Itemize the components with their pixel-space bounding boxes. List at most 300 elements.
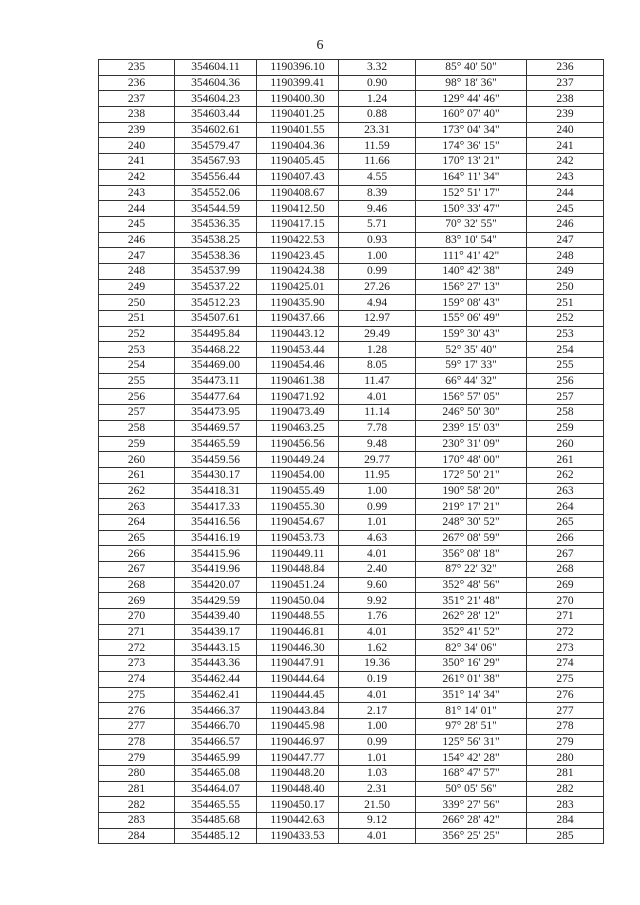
bearing-cell: 81° 14' 01"	[416, 703, 527, 719]
y-coordinate-cell: 1190437.66	[257, 311, 339, 327]
distance-cell: 2.17	[339, 703, 416, 719]
distance-cell: 29.49	[339, 326, 416, 342]
next-point-cell: 265	[527, 514, 604, 530]
x-coordinate-cell: 354567.93	[175, 154, 257, 170]
x-coordinate-cell: 354417.33	[175, 499, 257, 515]
table-row	[99, 138, 604, 154]
next-point-cell: 242	[527, 154, 604, 170]
bearing-cell: 83° 10' 54"	[416, 232, 527, 248]
next-point-cell: 282	[527, 781, 604, 797]
bearing-cell: 160° 07' 40"	[416, 107, 527, 123]
next-point-cell: 254	[527, 342, 604, 358]
bearing-cell: 170° 13' 21"	[416, 154, 527, 170]
y-coordinate-cell: 1190447.77	[257, 750, 339, 766]
point-number-cell: 246	[99, 232, 175, 248]
table-row	[99, 311, 604, 327]
x-coordinate-cell: 354604.36	[175, 75, 257, 91]
next-point-cell: 237	[527, 75, 604, 91]
table-row	[99, 656, 604, 672]
bearing-cell: 351° 14' 34"	[416, 687, 527, 703]
y-coordinate-cell: 1190454.46	[257, 358, 339, 374]
x-coordinate-cell: 354416.19	[175, 530, 257, 546]
y-coordinate-cell: 1190417.15	[257, 216, 339, 232]
next-point-cell: 272	[527, 624, 604, 640]
next-point-cell: 259	[527, 420, 604, 436]
point-number-cell: 278	[99, 734, 175, 750]
bearing-cell: 125° 56' 31"	[416, 734, 527, 750]
bearing-cell: 159° 08' 43"	[416, 295, 527, 311]
y-coordinate-cell: 1190453.73	[257, 530, 339, 546]
table-row	[99, 593, 604, 609]
table-row	[99, 514, 604, 530]
next-point-cell: 241	[527, 138, 604, 154]
bearing-cell: 59° 17' 33"	[416, 358, 527, 374]
point-number-cell: 263	[99, 499, 175, 515]
table-row	[99, 201, 604, 217]
point-number-cell: 251	[99, 311, 175, 327]
bearing-cell: 150° 33' 47"	[416, 201, 527, 217]
point-number-cell: 245	[99, 216, 175, 232]
point-number-cell: 271	[99, 624, 175, 640]
next-point-cell: 285	[527, 828, 604, 844]
y-coordinate-cell: 1190448.20	[257, 765, 339, 781]
x-coordinate-cell: 354465.59	[175, 436, 257, 452]
next-point-cell: 262	[527, 467, 604, 483]
x-coordinate-cell: 354485.68	[175, 813, 257, 829]
table-row	[99, 326, 604, 342]
table-row	[99, 216, 604, 232]
next-point-cell: 278	[527, 718, 604, 734]
x-coordinate-cell: 354429.59	[175, 593, 257, 609]
distance-cell: 11.66	[339, 154, 416, 170]
distance-cell: 4.63	[339, 530, 416, 546]
table-row	[99, 91, 604, 107]
next-point-cell: 245	[527, 201, 604, 217]
point-number-cell: 255	[99, 373, 175, 389]
x-coordinate-cell: 354443.15	[175, 640, 257, 656]
bearing-cell: 350° 16' 29"	[416, 656, 527, 672]
page-number: 6	[316, 38, 324, 53]
point-number-cell: 279	[99, 750, 175, 766]
bearing-cell: 111° 41' 42"	[416, 248, 527, 264]
table-row	[99, 750, 604, 766]
table-row	[99, 609, 604, 625]
distance-cell: 0.99	[339, 499, 416, 515]
bearing-cell: 172° 50' 21"	[416, 467, 527, 483]
y-coordinate-cell: 1190401.55	[257, 122, 339, 138]
point-number-cell: 268	[99, 577, 175, 593]
x-coordinate-cell: 354465.08	[175, 765, 257, 781]
bearing-cell: 156° 57' 05"	[416, 389, 527, 405]
point-number-cell: 280	[99, 765, 175, 781]
y-coordinate-cell: 1190455.49	[257, 483, 339, 499]
table-row	[99, 624, 604, 640]
table-row	[99, 452, 604, 468]
y-coordinate-cell: 1190448.40	[257, 781, 339, 797]
distance-cell: 8.39	[339, 185, 416, 201]
x-coordinate-cell: 354464.07	[175, 781, 257, 797]
point-number-cell: 283	[99, 813, 175, 829]
distance-cell: 4.94	[339, 295, 416, 311]
point-number-cell: 241	[99, 154, 175, 170]
x-coordinate-cell: 354507.61	[175, 311, 257, 327]
table-row	[99, 718, 604, 734]
bearing-cell: 352° 41' 52"	[416, 624, 527, 640]
x-coordinate-cell: 354537.22	[175, 279, 257, 295]
table-row	[99, 420, 604, 436]
y-coordinate-cell: 1190455.30	[257, 499, 339, 515]
next-point-cell: 261	[527, 452, 604, 468]
x-coordinate-cell: 354473.95	[175, 405, 257, 421]
bearing-cell: 356° 25' 25"	[416, 828, 527, 844]
x-coordinate-cell: 354462.44	[175, 671, 257, 687]
x-coordinate-cell: 354473.11	[175, 373, 257, 389]
y-coordinate-cell: 1190450.04	[257, 593, 339, 609]
next-point-cell: 274	[527, 656, 604, 672]
table-row	[99, 530, 604, 546]
table-row	[99, 577, 604, 593]
point-number-cell: 273	[99, 656, 175, 672]
distance-cell: 21.50	[339, 797, 416, 813]
table-row	[99, 436, 604, 452]
next-point-cell: 276	[527, 687, 604, 703]
distance-cell: 1.00	[339, 483, 416, 499]
bearing-cell: 85° 40' 50"	[416, 60, 527, 76]
x-coordinate-cell: 354552.06	[175, 185, 257, 201]
distance-cell: 1.62	[339, 640, 416, 656]
distance-cell: 1.76	[339, 609, 416, 625]
table-body	[99, 60, 604, 844]
table-row	[99, 169, 604, 185]
distance-cell: 9.12	[339, 813, 416, 829]
y-coordinate-cell: 1190444.64	[257, 671, 339, 687]
distance-cell: 2.31	[339, 781, 416, 797]
bearing-cell: 168° 47' 57"	[416, 765, 527, 781]
distance-cell: 9.46	[339, 201, 416, 217]
next-point-cell: 247	[527, 232, 604, 248]
y-coordinate-cell: 1190447.91	[257, 656, 339, 672]
distance-cell: 23.31	[339, 122, 416, 138]
y-coordinate-cell: 1190454.00	[257, 467, 339, 483]
bearing-cell: 152° 51' 17"	[416, 185, 527, 201]
distance-cell: 11.47	[339, 373, 416, 389]
next-point-cell: 250	[527, 279, 604, 295]
bearing-cell: 159° 30' 43"	[416, 326, 527, 342]
next-point-cell: 258	[527, 405, 604, 421]
point-number-cell: 276	[99, 703, 175, 719]
point-number-cell: 244	[99, 201, 175, 217]
distance-cell: 11.59	[339, 138, 416, 154]
distance-cell: 19.36	[339, 656, 416, 672]
bearing-cell: 50° 05' 56"	[416, 781, 527, 797]
point-number-cell: 284	[99, 828, 175, 844]
bearing-cell: 140° 42' 38"	[416, 263, 527, 279]
distance-cell: 9.92	[339, 593, 416, 609]
point-number-cell: 243	[99, 185, 175, 201]
table-row	[99, 781, 604, 797]
y-coordinate-cell: 1190473.49	[257, 405, 339, 421]
next-point-cell: 270	[527, 593, 604, 609]
point-number-cell: 254	[99, 358, 175, 374]
point-number-cell: 242	[99, 169, 175, 185]
y-coordinate-cell: 1190449.24	[257, 452, 339, 468]
y-coordinate-cell: 1190448.55	[257, 609, 339, 625]
y-coordinate-cell: 1190408.67	[257, 185, 339, 201]
point-number-cell: 264	[99, 514, 175, 530]
point-number-cell: 249	[99, 279, 175, 295]
y-coordinate-cell: 1190449.11	[257, 546, 339, 562]
x-coordinate-cell: 354469.57	[175, 420, 257, 436]
x-coordinate-cell: 354416.56	[175, 514, 257, 530]
x-coordinate-cell: 354462.41	[175, 687, 257, 703]
x-coordinate-cell: 354439.17	[175, 624, 257, 640]
y-coordinate-cell: 1190451.24	[257, 577, 339, 593]
distance-cell: 1.03	[339, 765, 416, 781]
next-point-cell: 249	[527, 263, 604, 279]
table-row	[99, 185, 604, 201]
next-point-cell: 239	[527, 107, 604, 123]
bearing-cell: 190° 58' 20"	[416, 483, 527, 499]
next-point-cell: 277	[527, 703, 604, 719]
bearing-cell: 170° 48' 00"	[416, 452, 527, 468]
point-number-cell: 281	[99, 781, 175, 797]
bearing-cell: 97° 28' 51"	[416, 718, 527, 734]
y-coordinate-cell: 1190450.17	[257, 797, 339, 813]
distance-cell: 1.01	[339, 750, 416, 766]
point-number-cell: 237	[99, 91, 175, 107]
distance-cell: 3.32	[339, 60, 416, 76]
point-number-cell: 239	[99, 122, 175, 138]
next-point-cell: 253	[527, 326, 604, 342]
y-coordinate-cell: 1190446.81	[257, 624, 339, 640]
table-row	[99, 562, 604, 578]
point-number-cell: 257	[99, 405, 175, 421]
distance-cell: 4.01	[339, 389, 416, 405]
next-point-cell: 280	[527, 750, 604, 766]
y-coordinate-cell: 1190433.53	[257, 828, 339, 844]
bearing-cell: 356° 08' 18"	[416, 546, 527, 562]
next-point-cell: 279	[527, 734, 604, 750]
distance-cell: 4.55	[339, 169, 416, 185]
x-coordinate-cell: 354430.17	[175, 467, 257, 483]
distance-cell: 7.78	[339, 420, 416, 436]
point-number-cell: 236	[99, 75, 175, 91]
point-number-cell: 272	[99, 640, 175, 656]
distance-cell: 4.01	[339, 828, 416, 844]
x-coordinate-cell: 354420.07	[175, 577, 257, 593]
next-point-cell: 267	[527, 546, 604, 562]
table-row	[99, 687, 604, 703]
y-coordinate-cell: 1190445.98	[257, 718, 339, 734]
bearing-cell: 156° 27' 13"	[416, 279, 527, 295]
table-row	[99, 248, 604, 264]
x-coordinate-cell: 354477.64	[175, 389, 257, 405]
x-coordinate-cell: 354468.22	[175, 342, 257, 358]
distance-cell: 5.71	[339, 216, 416, 232]
distance-cell: 4.01	[339, 624, 416, 640]
point-number-cell: 266	[99, 546, 175, 562]
y-coordinate-cell: 1190396.10	[257, 60, 339, 76]
next-point-cell: 269	[527, 577, 604, 593]
next-point-cell: 263	[527, 483, 604, 499]
y-coordinate-cell: 1190400.30	[257, 91, 339, 107]
bearing-cell: 173° 04' 34"	[416, 122, 527, 138]
next-point-cell: 244	[527, 185, 604, 201]
bearing-cell: 87° 22' 32"	[416, 562, 527, 578]
x-coordinate-cell: 354459.56	[175, 452, 257, 468]
next-point-cell: 268	[527, 562, 604, 578]
y-coordinate-cell: 1190442.63	[257, 813, 339, 829]
table-row	[99, 295, 604, 311]
next-point-cell: 284	[527, 813, 604, 829]
x-coordinate-cell: 354556.44	[175, 169, 257, 185]
distance-cell: 0.99	[339, 734, 416, 750]
bearing-cell: 82° 34' 06"	[416, 640, 527, 656]
table-row	[99, 797, 604, 813]
x-coordinate-cell: 354536.35	[175, 216, 257, 232]
y-coordinate-cell: 1190404.36	[257, 138, 339, 154]
point-number-cell: 282	[99, 797, 175, 813]
next-point-cell: 256	[527, 373, 604, 389]
next-point-cell: 266	[527, 530, 604, 546]
y-coordinate-cell: 1190446.30	[257, 640, 339, 656]
x-coordinate-cell: 354485.12	[175, 828, 257, 844]
bearing-cell: 154° 42' 28"	[416, 750, 527, 766]
y-coordinate-cell: 1190407.43	[257, 169, 339, 185]
x-coordinate-cell: 354415.96	[175, 546, 257, 562]
bearing-cell: 261° 01' 38"	[416, 671, 527, 687]
distance-cell: 2.40	[339, 562, 416, 578]
y-coordinate-cell: 1190444.45	[257, 687, 339, 703]
bearing-cell: 246° 50' 30"	[416, 405, 527, 421]
distance-cell: 11.14	[339, 405, 416, 421]
x-coordinate-cell: 354439.40	[175, 609, 257, 625]
x-coordinate-cell: 354466.70	[175, 718, 257, 734]
table-row	[99, 546, 604, 562]
table-row	[99, 107, 604, 123]
distance-cell: 1.24	[339, 91, 416, 107]
point-number-cell: 265	[99, 530, 175, 546]
x-coordinate-cell: 354469.00	[175, 358, 257, 374]
distance-cell: 9.60	[339, 577, 416, 593]
x-coordinate-cell: 354604.11	[175, 60, 257, 76]
y-coordinate-cell: 1190461.38	[257, 373, 339, 389]
point-number-cell: 269	[99, 593, 175, 609]
distance-cell: 4.01	[339, 546, 416, 562]
point-number-cell: 240	[99, 138, 175, 154]
bearing-cell: 219° 17' 21"	[416, 499, 527, 515]
next-point-cell: 236	[527, 60, 604, 76]
point-number-cell: 235	[99, 60, 175, 76]
point-number-cell: 261	[99, 467, 175, 483]
distance-cell: 11.95	[339, 467, 416, 483]
next-point-cell: 275	[527, 671, 604, 687]
x-coordinate-cell: 354579.47	[175, 138, 257, 154]
next-point-cell: 257	[527, 389, 604, 405]
coordinates-table	[98, 59, 604, 844]
y-coordinate-cell: 1190435.90	[257, 295, 339, 311]
table-row	[99, 60, 604, 76]
next-point-cell: 255	[527, 358, 604, 374]
x-coordinate-cell: 354465.99	[175, 750, 257, 766]
bearing-cell: 98° 18' 36"	[416, 75, 527, 91]
table-row	[99, 342, 604, 358]
bearing-cell: 262° 28' 12"	[416, 609, 527, 625]
point-number-cell: 250	[99, 295, 175, 311]
y-coordinate-cell: 1190399.41	[257, 75, 339, 91]
y-coordinate-cell: 1190405.45	[257, 154, 339, 170]
bearing-cell: 266° 28' 42"	[416, 813, 527, 829]
next-point-cell: 252	[527, 311, 604, 327]
x-coordinate-cell: 354538.36	[175, 248, 257, 264]
table-row	[99, 813, 604, 829]
table-row	[99, 640, 604, 656]
bearing-cell: 129° 44' 46"	[416, 91, 527, 107]
point-number-cell: 270	[99, 609, 175, 625]
y-coordinate-cell: 1190463.25	[257, 420, 339, 436]
next-point-cell: 248	[527, 248, 604, 264]
next-point-cell: 260	[527, 436, 604, 452]
bearing-cell: 174° 36' 15"	[416, 138, 527, 154]
bearing-cell: 351° 21' 48"	[416, 593, 527, 609]
x-coordinate-cell: 354537.99	[175, 263, 257, 279]
table-row	[99, 483, 604, 499]
table-row	[99, 734, 604, 750]
x-coordinate-cell: 354544.59	[175, 201, 257, 217]
bearing-cell: 52° 35' 40"	[416, 342, 527, 358]
bearing-cell: 164° 11' 34"	[416, 169, 527, 185]
y-coordinate-cell: 1190456.56	[257, 436, 339, 452]
bearing-cell: 70° 32' 55"	[416, 216, 527, 232]
next-point-cell: 240	[527, 122, 604, 138]
y-coordinate-cell: 1190448.84	[257, 562, 339, 578]
table-row	[99, 373, 604, 389]
y-coordinate-cell: 1190422.53	[257, 232, 339, 248]
bearing-cell: 230° 31' 09"	[416, 436, 527, 452]
point-number-cell: 275	[99, 687, 175, 703]
y-coordinate-cell: 1190412.50	[257, 201, 339, 217]
point-number-cell: 256	[99, 389, 175, 405]
table-row	[99, 671, 604, 687]
bearing-cell: 239° 15' 03"	[416, 420, 527, 436]
bearing-cell: 248° 30' 52"	[416, 514, 527, 530]
x-coordinate-cell: 354538.25	[175, 232, 257, 248]
distance-cell: 0.88	[339, 107, 416, 123]
table-row	[99, 154, 604, 170]
x-coordinate-cell: 354512.23	[175, 295, 257, 311]
table-row	[99, 467, 604, 483]
distance-cell: 0.93	[339, 232, 416, 248]
next-point-cell: 271	[527, 609, 604, 625]
point-number-cell: 252	[99, 326, 175, 342]
table-row	[99, 828, 604, 844]
next-point-cell: 281	[527, 765, 604, 781]
y-coordinate-cell: 1190425.01	[257, 279, 339, 295]
table-row	[99, 122, 604, 138]
table-row	[99, 279, 604, 295]
table-row	[99, 499, 604, 515]
x-coordinate-cell: 354418.31	[175, 483, 257, 499]
y-coordinate-cell: 1190401.25	[257, 107, 339, 123]
distance-cell: 9.48	[339, 436, 416, 452]
distance-cell: 1.28	[339, 342, 416, 358]
distance-cell: 29.77	[339, 452, 416, 468]
x-coordinate-cell: 354602.61	[175, 122, 257, 138]
y-coordinate-cell: 1190443.12	[257, 326, 339, 342]
point-number-cell: 262	[99, 483, 175, 499]
x-coordinate-cell: 354466.57	[175, 734, 257, 750]
point-number-cell: 277	[99, 718, 175, 734]
